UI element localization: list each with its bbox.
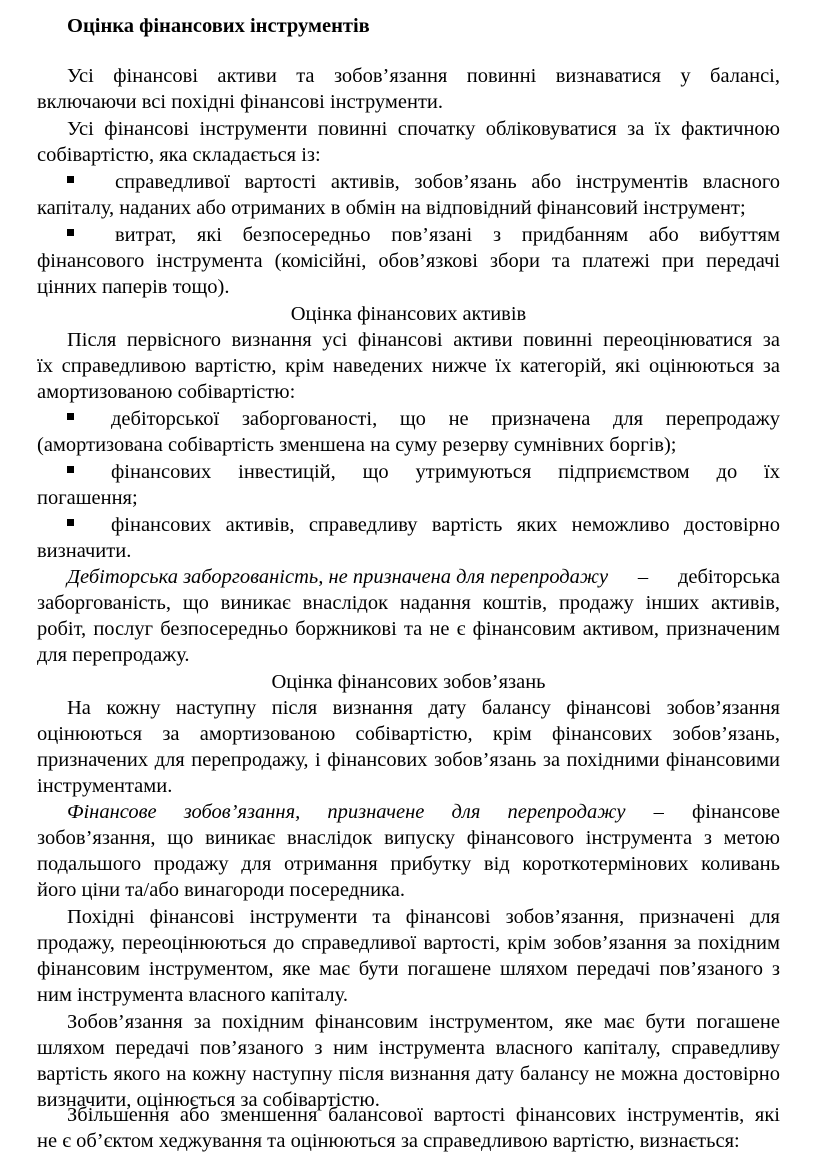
paragraph-line: їх справедливою вартістю, крім наведених нижче їх категорій, які оцінюються за [37,355,780,377]
paragraph-line: Зобов’язання за похідним фінансовим інструментом, яке має бути погашене [67,1011,780,1033]
bullet-text: дебіторської заборгованості, що не призначена для перепродажу [111,408,780,430]
paragraph-line: капіталу, наданих або отриманих в обмін на відповідний фінансовий інструмент; [37,197,746,219]
bullet-text: витрат, які безпосередньо пов’язані з придбанням або вибуттям [115,224,780,246]
bullet-text: справедливої вартості активів, зобов’язань або інструментів власного [115,171,780,193]
paragraph-line: інструментами. [37,775,173,797]
paragraph-line: Збільшення або зменшення балансової вартості фінансових інструментів, які [67,1104,780,1126]
paragraph-line: (амортизована собівартість зменшена на суму резерву сумнівних боргів); [37,434,677,456]
paragraph-line: його ціни та/або винагороди посередника. [37,879,405,901]
paragraph-line: шляхом передачі пов’язаного з ним інструмента власного капіталу, справедливу [37,1037,780,1059]
paragraph-line: цінних паперів тощо). [37,276,230,298]
paragraph-line: фінансовим інструментом, яке має бути погашене шляхом передачі пов’язаного з [37,958,780,980]
bullet-item [67,222,780,248]
paragraph-line [67,564,780,590]
paragraph-line: амортизованою собівартістю: [37,381,296,403]
bullet-icon [67,466,74,473]
bullet-item [67,512,780,538]
paragraph-line: заборгованість, що виникає внаслідок надання коштів, продажу інших активів, [37,592,780,614]
bullet-icon [67,176,74,183]
paragraph-text: – фінансове [625,801,780,823]
paragraph-line: визначити. [37,540,132,562]
paragraph-line: Після первісного визнання усі фінансові активи повинні переоцінюватися за [67,329,780,351]
paragraph-line: включаючи всі похідні фінансові інструменти. [37,91,444,113]
paragraph-line: Похідні фінансові інструменти та фінансові зобов’язання, призначені для [67,906,780,928]
bullet-item [67,406,780,432]
paragraph-line: робіт, послуг безпосередньо боржникові та не є фінансовим активом, призначеним [37,618,780,640]
bullet-icon [67,229,74,236]
paragraph-line [67,799,780,825]
paragraph-line: продажу, переоцінюються до справедливої вартості, крім зобов’язання за похідним [37,932,780,954]
document-title: Оцінка фінансових інструментів [67,15,370,37]
paragraph-line: оцінюються за амортизованою собівартістю, крім фінансових зобов’язань, [37,723,780,745]
bullet-text: фінансових інвестицій, що утримуються підприємством до їх [111,461,780,483]
paragraph-line: Усі фінансові активи та зобов’язання повинні визнаватися у балансі, [67,65,780,87]
paragraph-line: На кожну наступну після визнання дату балансу фінансові зобов’язання [67,697,780,719]
italic-term: Дебіторська заборгованість, не призначена для перепродажу [67,566,609,588]
italic-term: Фінансове зобов’язання, призначене для перепродажу [67,801,626,823]
paragraph-line: фінансового інструмента (комісійні, обов’язкові збори та платежі при передачі [37,250,780,272]
paragraph-line: призначених для перепродажу, і фінансових зобов’язань за похідними фінансовими [37,749,780,771]
paragraph-line: зобов’язання, що виникає внаслідок випуску фінансового інструмента з метою [37,827,780,849]
bullet-item [67,169,780,195]
paragraph-line: погашення; [37,487,138,509]
paragraph-line: собівартістю, яка складається із: [37,144,321,166]
paragraph-line: не є об’єктом хеджування та оцінюються за справедливою вартістю, визнається: [37,1130,740,1152]
bullet-icon [67,519,74,526]
subheading: Оцінка фінансових зобов’язань [271,671,546,693]
paragraph-line: вартість якого на кожну наступну після визнання дату балансу не можна достовірно [37,1063,780,1085]
paragraph-line: подальшого продажу для отримання прибутку від короткотермінових коливань [37,853,780,875]
paragraph-text: – дебіторська [608,566,780,588]
paragraph-line: для перепродажу. [37,644,190,666]
bullet-text: фінансових активів, справедливу вартість яких неможливо достовірно [111,514,780,536]
bullet-item [67,459,780,485]
paragraph-line: ним інструмента власного капіталу. [37,984,348,1006]
paragraph-line: визначити, оцінюється за собівартістю. [37,1089,380,1111]
subheading: Оцінка фінансових активів [290,303,527,325]
paragraph-line: Усі фінансові інструменти повинні спочатку обліковуватися за їх фактичною [67,118,780,140]
bullet-icon [67,413,74,420]
